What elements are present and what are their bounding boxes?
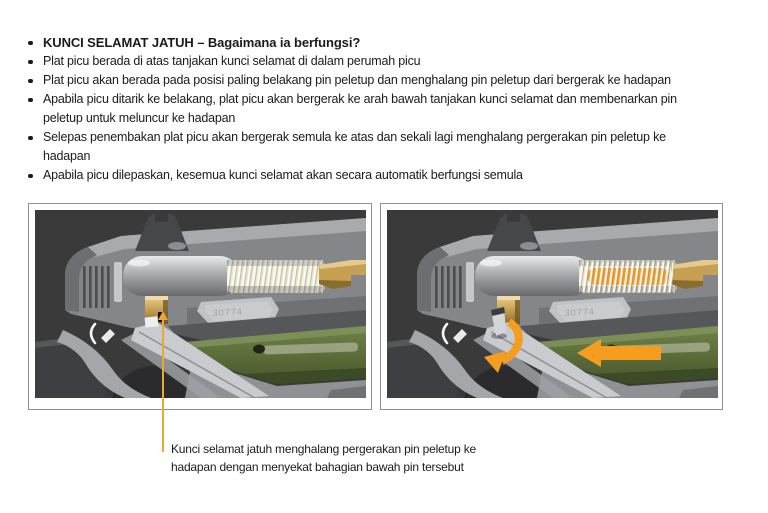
figure-caption: Kunci selamat jatuh menghalang pergerakan pin peletup ke hadapan dengan menyekat bahagian bawah pin tersebut xyxy=(171,442,477,474)
bullet-icon xyxy=(28,52,43,64)
bullet-item: Plat picu akan berada pada posisi paling belakang pin peletup dan menghalang pin peletup dari bergerak ke hadapan xyxy=(28,71,706,90)
bullet-icon xyxy=(28,166,43,178)
bullet-item: Selepas penembakan plat picu akan bergerak semula ke atas dan sekali lagi menghalang pergerakan pin peletup ke hadapan xyxy=(28,128,706,166)
figure-safety-engaged xyxy=(28,203,372,410)
safety-plate xyxy=(145,316,159,327)
list-title-row xyxy=(28,33,706,52)
bullet-icon xyxy=(28,71,43,83)
bullet-item: Apabila picu ditarik ke belakang, plat picu akan bergerak ke arah bawah tanjakan kunci selamat dan membenarkan pin peletup untuk meluncur ke hadapan xyxy=(28,90,706,128)
callout-arrowhead-icon xyxy=(158,311,168,320)
bullet-icon xyxy=(28,33,43,45)
figure-safety-released xyxy=(380,203,723,410)
callout-line xyxy=(162,320,164,452)
bullet-item: Apabila picu dilepaskan, kesemua kunci selamat akan secara automatik berfungsi semula xyxy=(28,166,706,185)
bullet-icon xyxy=(28,128,43,140)
cutaway-render-left xyxy=(35,210,366,398)
trigger-bar-arrow-shaft xyxy=(599,346,661,360)
bullet-icon xyxy=(28,90,43,102)
bullet-item: Plat picu berada di atas tanjakan kunci selamat di dalam perumah picu xyxy=(28,52,706,71)
spring-coils-overlay xyxy=(583,262,673,292)
bullet-list xyxy=(28,33,706,185)
cutaway-render-right xyxy=(387,210,718,398)
page-title: KUNCI SELAMAT JATUH – Bagaimana ia berfungsi? xyxy=(43,35,361,50)
